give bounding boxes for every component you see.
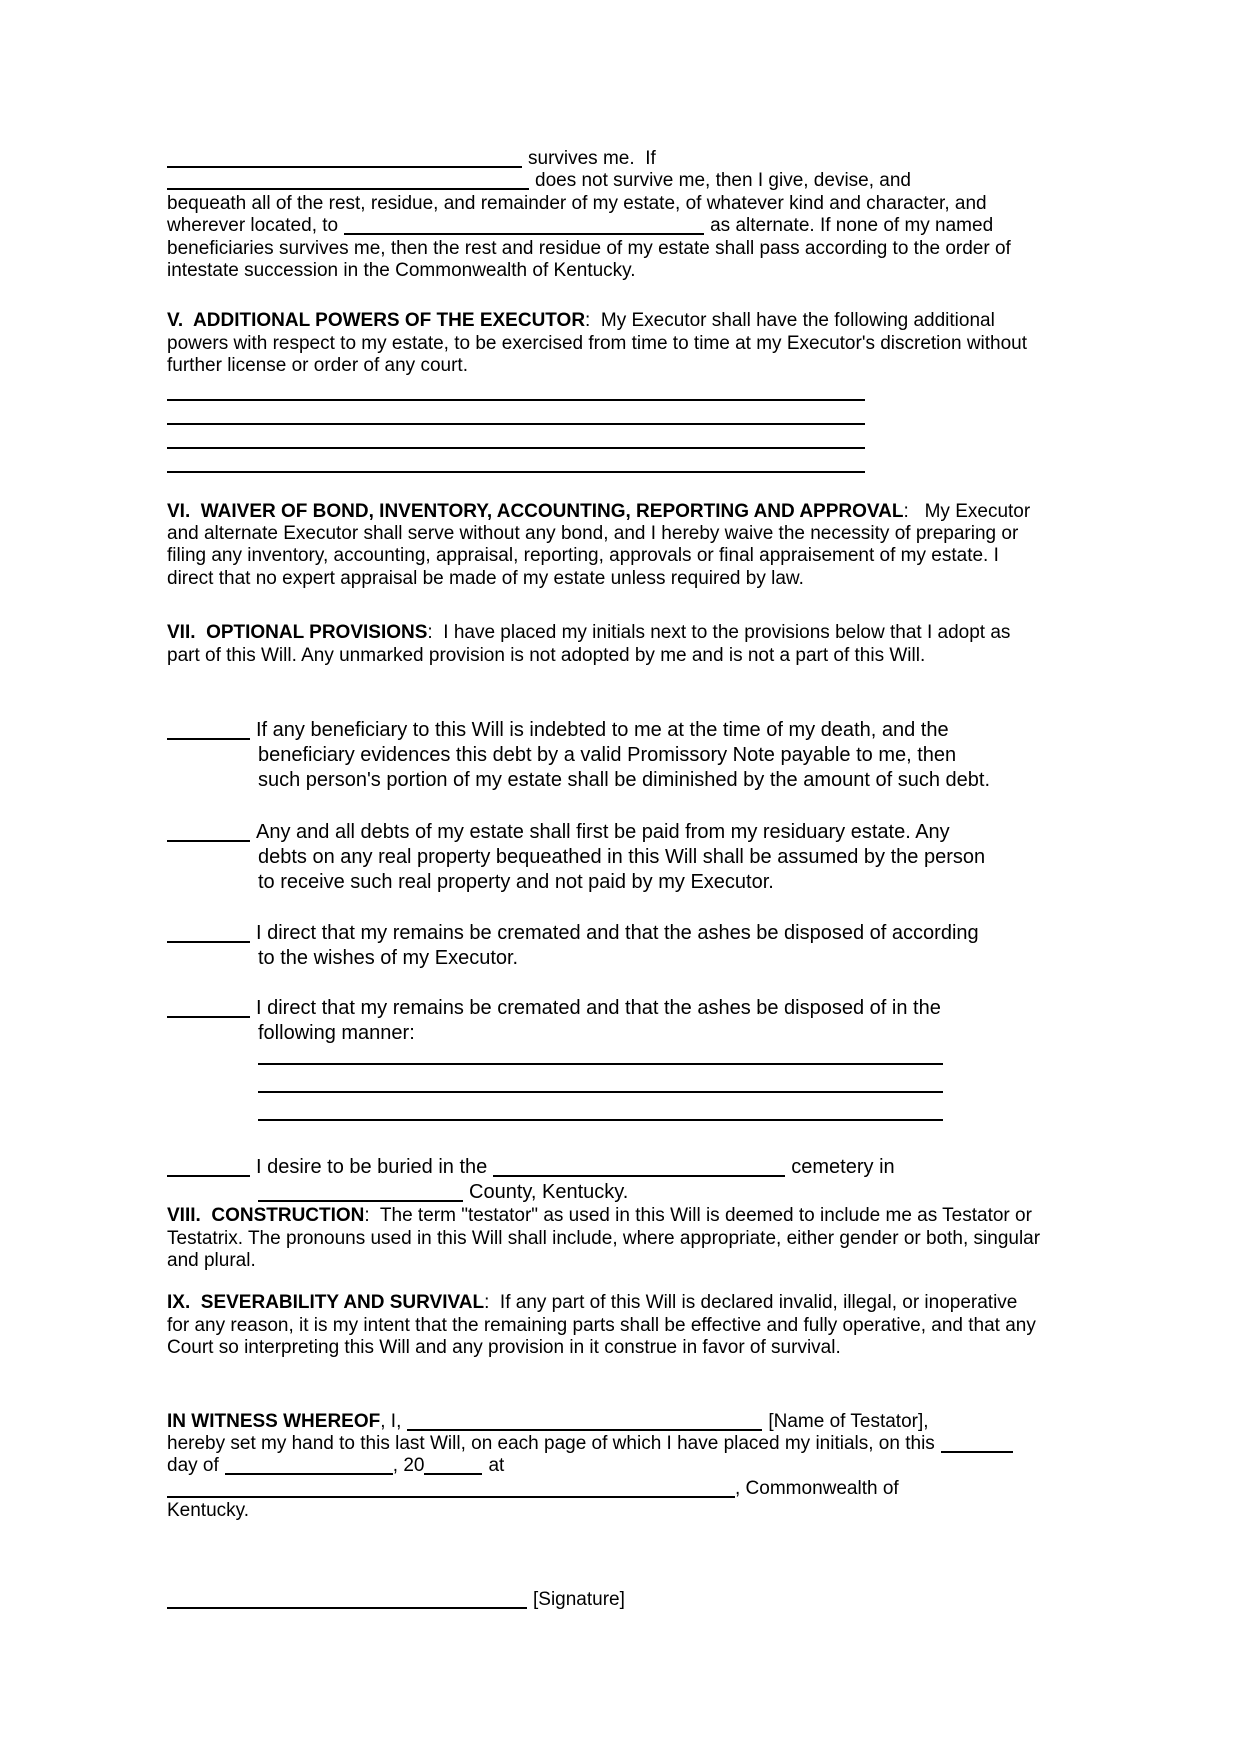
- paragraph-text: survives me. If: [528, 148, 656, 169]
- residuary-paragraph: [167, 148, 1067, 282]
- paragraph-text: wherever located, to: [167, 215, 339, 237]
- provision-text: I direct that my remains be cremated and that the ashes be disposed of according: [256, 922, 979, 945]
- cremation-manner-write-in-lines: [167, 1049, 1067, 1121]
- paragraph-text: intestate succession in the Commonwealth of Kentucky.: [167, 260, 636, 282]
- section-heading: VI. WAIVER OF BOND, INVENTORY, ACCOUNTING, REPORTING AND APPROVAL: [167, 500, 904, 522]
- paragraph-line: [167, 1205, 1067, 1227]
- provision-line: beneficiary evidences this debt by a valid Promissory Note payable to me, then: [258, 744, 957, 767]
- section-waiver-of-bond: [167, 501, 1067, 591]
- provision-line: [167, 921, 1067, 946]
- signature-label: [Signature]: [533, 1588, 625, 1610]
- initials-blank: [167, 839, 250, 842]
- section-additional-powers: [167, 310, 1067, 377]
- provision-line: [167, 1180, 1067, 1205]
- initials-blank: [167, 737, 250, 740]
- provision-text: If any beneficiary to this Will is indebted to me at the time of my death, and the: [256, 719, 949, 742]
- provision-line: debts on any real property bequeathed in this Will shall be assumed by the person: [258, 846, 986, 869]
- write-in-line: [167, 407, 865, 425]
- provision-line: such person's portion of my estate shall be diminished by the amount of such debt.: [258, 769, 991, 792]
- paragraph-text: : If any part of this Will is declared invalid, illegal, or inoperative: [484, 1292, 1018, 1314]
- paragraph-text: bequeath all of the rest, residue, and remainder of my estate, of whatever kind and character, and: [167, 192, 987, 214]
- write-in-line: [167, 431, 865, 449]
- paragraph-text: as alternate. If none of my named: [710, 215, 994, 237]
- provision-text: I direct that my remains be cremated and that the ashes be disposed of in the: [256, 997, 941, 1020]
- paragraph-line: [167, 238, 1067, 260]
- provision-text: Any and all debts of my estate shall first be paid from my residuary estate. Any: [256, 821, 950, 844]
- signature-blank: [167, 1606, 527, 1609]
- paragraph-line: [167, 310, 1067, 332]
- paragraph-text: , Commonwealth of: [735, 1477, 899, 1499]
- section-heading: IX. SEVERABILITY AND SURVIVAL: [167, 1292, 485, 1314]
- section-heading: VII. OPTIONAL PROVISIONS: [167, 622, 428, 644]
- paragraph-line: [167, 215, 1067, 237]
- cemetery-name-blank: [493, 1174, 785, 1177]
- paragraph-text: at: [488, 1455, 505, 1477]
- paragraph-text: day of: [167, 1455, 219, 1477]
- section-severability: [167, 1292, 1067, 1359]
- paragraph-line: for any reason, it is my intent that the remaining parts shall be effective and fully operative, and that any: [167, 1314, 1036, 1336]
- alternate-beneficiary-blank: [344, 232, 704, 235]
- paragraph-line: powers with respect to my estate, to be exercised from time to time at my Executor's discretion without: [167, 332, 1028, 354]
- paragraph-text: does not survive me, then I give, devise, and: [535, 170, 911, 192]
- paragraph-line: [167, 622, 1067, 644]
- initials-blank: [167, 940, 250, 943]
- provision-cremation-executor: [167, 921, 1067, 971]
- paragraph-line: part of this Will. Any unmarked provision is not adopted by me and is not a part of this Will.: [167, 644, 926, 666]
- paragraph-text: hereby set my hand to this last Will, on each page of which I have placed my initials, on this: [167, 1432, 935, 1454]
- paragraph-text: , 20: [392, 1455, 425, 1477]
- paragraph-line: further license or order of any court.: [167, 355, 468, 377]
- month-blank: [225, 1472, 393, 1475]
- paragraph-text: : I have placed my initials next to the provisions below that I adopt as: [427, 622, 1011, 644]
- paragraph-line: [167, 260, 1067, 282]
- paragraph-text: beneficiaries survives me, then the rest and residue of my estate shall pass according to the order of: [167, 237, 1011, 259]
- paragraph-line: and alternate Executor shall serve without any bond, and I hereby waive the necessity of preparing or: [167, 523, 1019, 545]
- paragraph-text: [Name of Testator],: [768, 1410, 929, 1432]
- initials-blank: [167, 1174, 250, 1177]
- signature-line: [167, 1589, 1067, 1611]
- paragraph-line: direct that no expert appraisal be made of my estate unless required by law.: [167, 567, 804, 589]
- paragraph-line: [167, 148, 1067, 170]
- provision-text: cemetery in: [791, 1156, 895, 1179]
- paragraph-line: [167, 1478, 1067, 1500]
- signature-block: [167, 1589, 1067, 1611]
- provision-text: County, Kentucky.: [469, 1181, 629, 1204]
- provision-beneficiary-debt: [167, 718, 1067, 793]
- write-in-line: [258, 1077, 943, 1093]
- paragraph-line: Kentucky.: [167, 1500, 250, 1522]
- section-optional-provisions: [167, 622, 1067, 667]
- write-in-line: [258, 1049, 943, 1065]
- paragraph-text: : My Executor shall have the following additional: [585, 310, 995, 332]
- write-in-line: [258, 1105, 943, 1121]
- paragraph-text: , I,: [380, 1410, 402, 1432]
- section-heading: V. ADDITIONAL POWERS OF THE EXECUTOR: [167, 310, 586, 332]
- paragraph-line: filing any inventory, accounting, appraisal, reporting, approvals or final appraisement of my estate. I: [167, 545, 999, 567]
- year-blank: [424, 1472, 482, 1475]
- beneficiary-name-blank: [167, 165, 522, 168]
- provision-line: [167, 718, 1067, 743]
- paragraph-line: Court so interpreting this Will and any provision in it construe in favor of survival.: [167, 1337, 841, 1359]
- provision-debts-residuary: [167, 820, 1067, 895]
- paragraph-line: [167, 501, 1067, 523]
- provision-text: I desire to be buried in the: [256, 1156, 488, 1179]
- paragraph-line: [167, 1292, 1067, 1314]
- write-in-line: [167, 455, 865, 473]
- paragraph-text: : My Executor: [903, 500, 1031, 522]
- day-number-blank: [941, 1450, 1013, 1453]
- provision-burial: [167, 1155, 1067, 1205]
- additional-powers-write-in-lines: [167, 383, 1067, 473]
- witness-heading: IN WITNESS WHEREOF: [167, 1410, 381, 1432]
- place-blank: [167, 1495, 735, 1498]
- provision-line: to receive such real property and not paid by my Executor.: [258, 871, 774, 894]
- provision-line: [167, 996, 1067, 1021]
- witness-clause: [167, 1411, 1067, 1523]
- initials-blank: [167, 1015, 250, 1018]
- provision-line: following manner:: [258, 1022, 415, 1045]
- section-construction: [167, 1205, 1067, 1272]
- write-in-line: [167, 383, 865, 401]
- provision-line: [167, 1155, 1067, 1180]
- paragraph-line: and plural.: [167, 1249, 256, 1271]
- paragraph-line: [167, 170, 1067, 192]
- paragraph-line: [167, 1411, 1067, 1433]
- provision-line: to the wishes of my Executor.: [258, 947, 519, 970]
- testator-name-blank: [407, 1428, 762, 1431]
- paragraph-line: Testatrix. The pronouns used in this Will shall include, where appropriate, either gender or both, singular: [167, 1227, 1041, 1249]
- section-heading: VIII. CONSTRUCTION: [167, 1205, 365, 1227]
- provision-line: [167, 820, 1067, 845]
- beneficiary-name-blank: [167, 187, 529, 190]
- county-name-blank: [258, 1199, 463, 1202]
- provision-cremation-manner: [167, 996, 1067, 1046]
- paragraph-line: [167, 1433, 1067, 1455]
- paragraph-line: [167, 1455, 1067, 1477]
- paragraph-line: [167, 193, 1067, 215]
- paragraph-text: : The term "testator" as used in this Will is deemed to include me as Testator or: [364, 1205, 1032, 1227]
